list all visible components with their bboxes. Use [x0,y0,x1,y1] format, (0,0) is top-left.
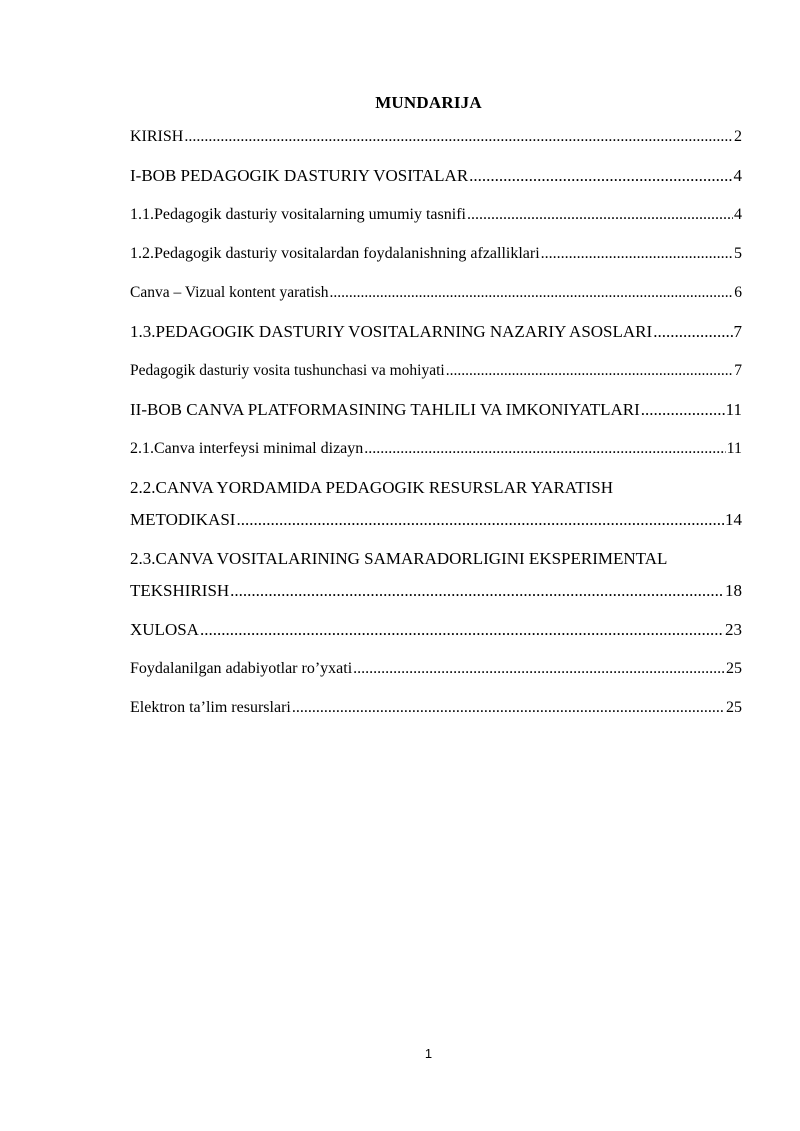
toc-page-number: 18 [725,581,742,600]
toc-entry-label-continued: METODIKASI [130,510,236,529]
toc-entry[interactable] [130,163,742,202]
toc-entry-label: Canva – Vizual kontent yaratish [130,284,329,301]
toc-entry-label: 1.1.Pedagogik dasturiy vositalarning umumiy tasnifi [130,206,466,223]
dot-leader [353,656,725,682]
dot-leader [469,163,732,189]
dot-leader [446,358,734,384]
toc-page-number: 7 [734,362,742,379]
toc-page-number: 23 [725,620,742,639]
toc-entry-label: Elektron ta’lim resurslari [130,699,291,716]
dot-leader [467,202,733,228]
toc-page-number: 25 [726,660,742,677]
page-number-footer: 1 [424,1046,433,1061]
toc-entry[interactable] [130,280,742,319]
dot-leader [236,507,724,533]
toc-entry-label: I-BOB PEDAGOGIK DASTURIY VOSITALAR [130,166,469,185]
dot-leader [364,436,725,462]
toc-entry[interactable] [130,436,742,475]
toc-entry-label: 2.3.CANVA VOSITALARINING SAMARADORLIGINI EKSPERIMENTAL [130,549,668,568]
toc-entry-label: 2.2.CANVA YORDAMIDA PEDAGOGIK RESURSLAR YARATISH [130,478,613,497]
toc-page-number: 4 [733,166,742,185]
toc-entry-label: KIRISH [130,128,184,145]
toc-entry[interactable] [130,202,742,241]
toc-entry[interactable] [130,241,742,280]
dot-leader [230,578,724,604]
toc-entry-label: XULOSA [130,620,199,639]
toc-page-number: 2 [734,128,742,145]
toc-entry[interactable] [130,397,742,436]
toc-page-number: 5 [734,245,742,262]
dot-leader [330,280,734,306]
toc-page-number: 14 [725,510,742,529]
dot-leader [292,695,725,721]
toc-entry[interactable] [130,546,742,617]
toc-entry-label-continued: TEKSHIRISH [130,581,230,600]
toc-entry-label: 2.1.Canva interfeysi minimal dizayn [130,440,364,457]
toc-entry[interactable] [130,695,742,734]
toc-page-number: 7 [733,322,742,341]
dot-leader [653,319,732,345]
toc-entry[interactable] [130,358,742,397]
toc-page-number: 25 [726,699,742,716]
toc-entry-label: 1.2.Pedagogik dasturiy vositalardan foydalanishning afzalliklari [130,245,540,262]
toc-entry-label: 1.3.PEDAGOGIK DASTURIY VOSITALARNING NAZARIY ASOSLARI [130,322,653,341]
toc-page-number: 4 [734,206,742,223]
toc-page-number: 6 [734,284,742,301]
toc-page-number: 11 [726,440,742,457]
toc-entry-label: Foydalanilgan adabiyotlar ro’yxati [130,660,353,677]
toc-entry[interactable] [130,319,742,358]
dot-leader [641,397,725,423]
dot-leader [200,617,724,643]
toc-entry[interactable] [130,617,742,656]
table-of-contents [130,124,742,734]
toc-entry[interactable] [130,124,742,163]
dot-leader [184,124,733,150]
toc-page-number: 11 [725,400,742,419]
toc-entry[interactable] [130,475,742,546]
page-title: MUNDARIJA [375,93,482,112]
dot-leader [541,241,733,267]
toc-entry-label: Pedagogik dasturiy vosita tushunchasi va mohiyati [130,362,445,379]
toc-entry[interactable] [130,656,742,695]
toc-entry-label: II-BOB CANVA PLATFORMASINING TAHLILI VA IMKONIYATLARI [130,400,640,419]
